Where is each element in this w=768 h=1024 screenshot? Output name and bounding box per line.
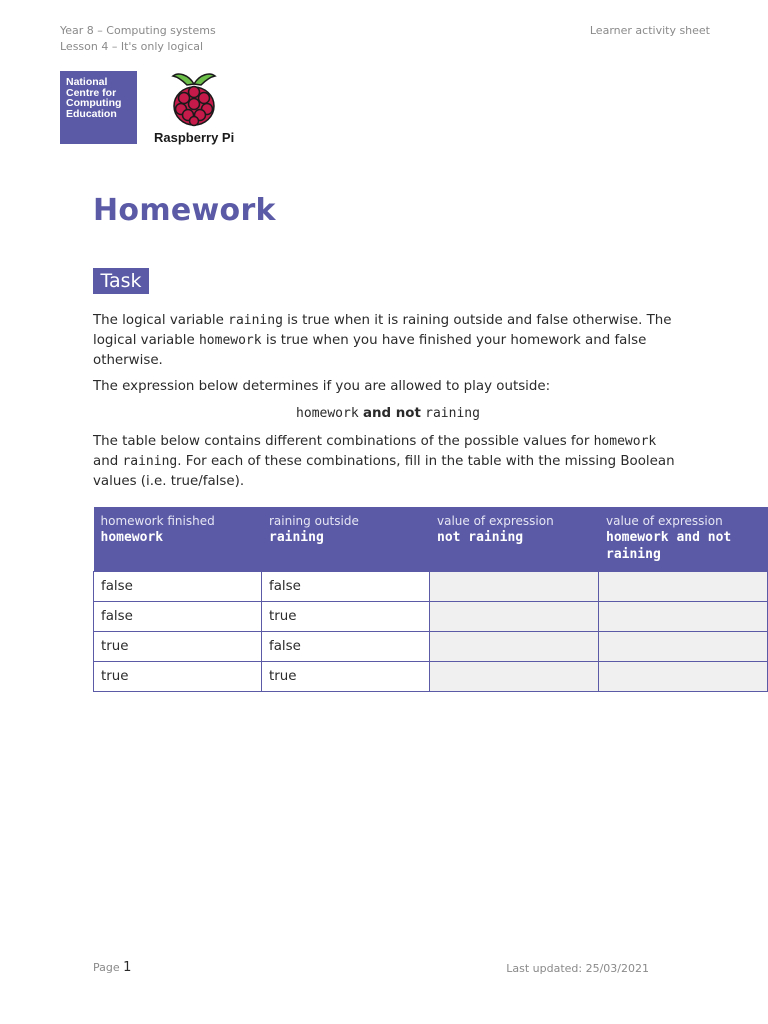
page-number-value: 1 bbox=[123, 960, 132, 975]
answer-cell-expression[interactable] bbox=[599, 631, 768, 661]
intro-text: The logical variable bbox=[93, 313, 229, 328]
document-header-left bbox=[60, 23, 216, 55]
answer-cell-not-raining[interactable] bbox=[430, 661, 599, 691]
expression-operator: and not bbox=[362, 406, 421, 421]
sheet-type-label: Learner activity sheet bbox=[589, 24, 710, 37]
header-homework-and-not-raining bbox=[599, 507, 768, 571]
page-label: Page bbox=[93, 961, 124, 974]
answer-cell-expression[interactable] bbox=[599, 661, 768, 691]
code-raining: raining bbox=[228, 313, 283, 328]
course-line: Year 8 – Computing systems bbox=[60, 24, 216, 37]
page-title: Homework bbox=[93, 193, 276, 228]
cell-homework: false bbox=[94, 601, 262, 631]
table-row bbox=[94, 661, 768, 691]
expression-left: homework bbox=[296, 406, 359, 421]
expression-intro: The expression below determines if you are allowed to play outside: bbox=[93, 379, 551, 394]
ncce-logo-line: Education bbox=[66, 107, 117, 120]
cell-raining: false bbox=[262, 571, 430, 601]
cell-raining: false bbox=[262, 631, 430, 661]
header-code: not raining bbox=[437, 530, 524, 545]
header-sub: raining outside bbox=[269, 514, 359, 528]
answer-cell-expression[interactable] bbox=[599, 601, 768, 631]
header-homework bbox=[94, 507, 262, 571]
table-intro-text: and bbox=[93, 454, 123, 469]
ncce-logo-line: National bbox=[66, 76, 108, 88]
code-homework: homework bbox=[593, 434, 657, 449]
header-code: raining bbox=[269, 530, 324, 545]
table-intro-text: The table below contains different combinations of the possible values for bbox=[93, 434, 594, 449]
ncce-logo-line: Centre for bbox=[66, 86, 117, 99]
expression bbox=[93, 404, 683, 424]
last-updated: Last updated: 25/03/2021 bbox=[506, 962, 649, 975]
cell-homework: false bbox=[94, 571, 262, 601]
lesson-line: Lesson 4 – It's only logical bbox=[60, 40, 204, 53]
raspberry-pi-icon bbox=[168, 70, 220, 128]
answer-cell-not-raining[interactable] bbox=[430, 571, 599, 601]
header-sub: value of expression bbox=[606, 514, 723, 528]
header-code: homework bbox=[100, 530, 164, 545]
intro-paragraph bbox=[93, 311, 683, 371]
header-code: homework and not raining bbox=[606, 530, 732, 562]
cell-raining: true bbox=[262, 661, 430, 691]
truth-table bbox=[93, 507, 768, 692]
answer-cell-not-raining[interactable] bbox=[430, 601, 599, 631]
raspberry-pi-wordmark: Raspberry Pi bbox=[154, 130, 235, 145]
ncce-logo-line: Computing bbox=[66, 97, 122, 109]
code-raining: raining bbox=[122, 454, 178, 469]
answer-cell-expression[interactable] bbox=[599, 571, 768, 601]
table-intro-paragraph bbox=[93, 432, 683, 492]
expression-right: raining bbox=[425, 406, 480, 421]
code-homework: homework bbox=[198, 333, 262, 348]
table-row bbox=[94, 601, 768, 631]
intro-text: is true when it is raining outside and false otherwise. The logical variable bbox=[93, 313, 672, 348]
header-sub: value of expression bbox=[437, 514, 554, 528]
header-not-raining bbox=[430, 507, 599, 571]
section-label: Task bbox=[93, 268, 149, 294]
table-header-row bbox=[94, 507, 768, 571]
header-sub: homework finished bbox=[100, 514, 215, 528]
page-number bbox=[93, 960, 131, 975]
intro-text: is true when you have finished your homework and false otherwise. bbox=[93, 333, 647, 368]
table-row bbox=[94, 571, 768, 601]
header-raining bbox=[262, 507, 430, 571]
answer-cell-not-raining[interactable] bbox=[430, 631, 599, 661]
cell-raining: true bbox=[262, 601, 430, 631]
table-row bbox=[94, 631, 768, 661]
cell-homework: true bbox=[94, 631, 262, 661]
ncce-logo bbox=[60, 71, 137, 144]
table-intro-text: . For each of these combinations, fill in the table with the missing Boolean values (i.e. true/false). bbox=[93, 454, 675, 489]
cell-homework: true bbox=[94, 661, 262, 691]
